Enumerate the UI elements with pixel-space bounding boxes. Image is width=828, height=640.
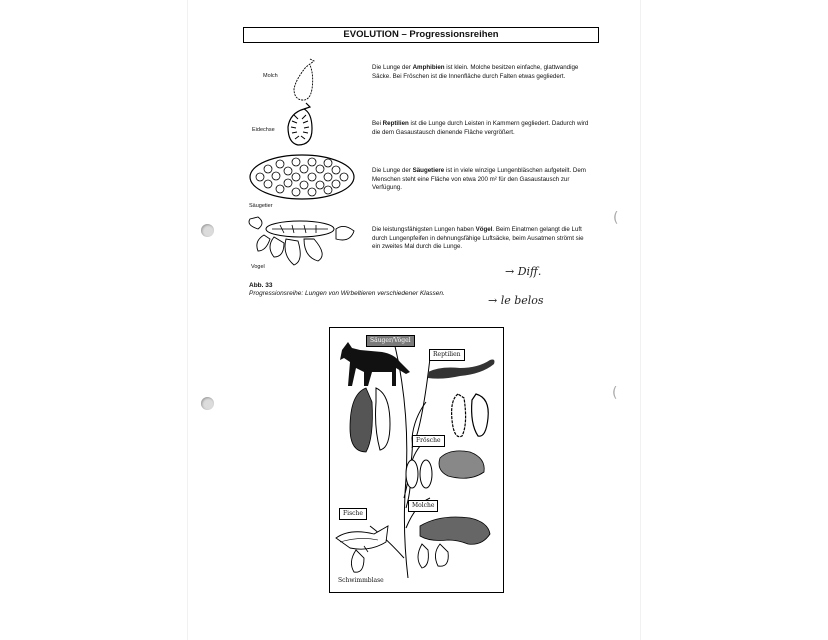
- figure-caption: Progressionsreihe: Lungen von Wirbeltieren verschiedener Klassen.: [249, 290, 445, 297]
- handwritten-note-2: → le belos: [488, 294, 544, 307]
- saeugetier-lung-drawing: [246, 152, 358, 202]
- label-schwimmblase: Schwimmblase: [338, 577, 384, 584]
- eidechse-lung-drawing: [280, 101, 325, 151]
- punch-hole-bottom: [201, 397, 214, 410]
- punch-hole-top: [201, 224, 214, 237]
- tag-molche: Molche: [408, 500, 438, 512]
- paragraph-reptilien: Bei Reptilien ist die Lunge durch Leisten in Kammern gegliedert. Dadurch wird die dem Gasaustausch dienende Fläche vergrößert.: [372, 120, 589, 136]
- page-mark: (: [612, 385, 618, 401]
- vogel-lung-drawing: [244, 211, 359, 271]
- evolution-tree-drawing: [330, 328, 501, 590]
- label-eidechse: Eidechse: [252, 127, 275, 133]
- tag-saeuger-voegel: Säuger/Vögel: [366, 335, 415, 347]
- page-mark: (: [613, 210, 619, 226]
- handwritten-note-1: → Diff.: [505, 265, 542, 278]
- page-title: EVOLUTION – Progressionsreihen: [243, 27, 599, 43]
- molch-lung-drawing: [284, 55, 324, 105]
- label-molch: Molch: [263, 73, 278, 79]
- paragraph-amphibien: Die Lunge der Amphibien ist klein. Molche besitzen einfache, glattwandige Säcke. Bei Fröschen ist die Innenfläche durch Falten etwas gegliedert.: [372, 64, 579, 80]
- tag-froesche: Frösche: [412, 435, 445, 447]
- label-saeugetier: Säugetier: [249, 203, 273, 209]
- tag-fische: Fische: [339, 508, 367, 520]
- label-vogel: Vogel: [251, 264, 265, 270]
- tag-reptilien: Reptilien: [429, 349, 465, 361]
- paragraph-voegel: Die leistungsfähigsten Lungen haben Vögel. Beim Einatmen gelangt die Luft durch Lungenpfeifen in dehnungsfähige Luftsäcke, beim Ausatmen strömt sie ein zweites Mal durch die Lunge.: [372, 226, 584, 251]
- paragraph-saeugetiere: Die Lunge der Säugetiere ist in viele winzige Lungenbläschen aufgeteilt. Dem Menschen steht eine Fläche von etwa 200 m² für den Gasaustausch zur Verfügung.: [372, 167, 586, 192]
- figure-number: Abb. 33: [249, 282, 273, 289]
